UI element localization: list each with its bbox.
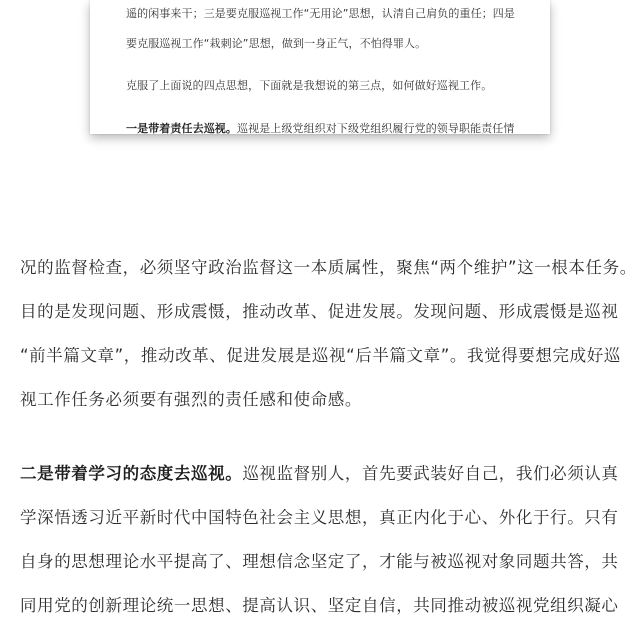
doc-line: 克服了上面说的四点思想，下面就是我想说的第三点，如何做好巡视工作。 bbox=[126, 79, 493, 92]
paragraph-line: 视工作任务必须要有强烈的责任感和使命感。 bbox=[20, 390, 362, 409]
paragraph-line: 况的监督检查，必须坚守政治监督这一本质属性，聚焦“两个维护”这一根本任务。 bbox=[20, 258, 637, 277]
paragraph-line: “前半篇文章”，推动改革、促进发展是巡视“后半篇文章”。我觉得要想完成好巡 bbox=[20, 346, 621, 365]
doc-section-heading: 一是带着责任去巡视。 bbox=[126, 122, 237, 134]
section-heading: 二是带着学习的态度去巡视。 bbox=[20, 464, 243, 483]
doc-section-text: 巡视是上级党组织对下级党组织履行党的领导职能责任情 bbox=[237, 122, 515, 134]
paragraph-line: 学深悟透习近平新时代中国特色社会主义思想，真正内化于心、外化于行。只有 bbox=[20, 508, 619, 527]
paragraph-line bbox=[20, 464, 620, 484]
paragraph-line: 目的是发现问题、形成震慑，推动改革、促进发展。发现问题、形成震慑是巡视 bbox=[20, 302, 619, 321]
doc-line bbox=[126, 120, 515, 134]
paragraph-line: 同用党的创新理论统一思想、提高认识、坚定自信，共同推动被巡视党组织凝心 bbox=[20, 596, 619, 615]
document-screenshot-card bbox=[90, 0, 550, 134]
doc-line: 遥的闲事来干；三是要克服巡视工作“无用论”思想，认清自己肩负的重任；四是 bbox=[126, 7, 515, 20]
paragraph-line: 自身的思想理论水平提高了、理想信念坚定了，才能与被巡视对象同题共答，共 bbox=[20, 552, 619, 571]
section-text: 巡视监督别人，首先要武装好自己，我们必须认真 bbox=[242, 464, 619, 483]
doc-line: 要克服巡视工作“栽刺论”思想，做到一身正气，不怕得罪人。 bbox=[126, 37, 427, 50]
